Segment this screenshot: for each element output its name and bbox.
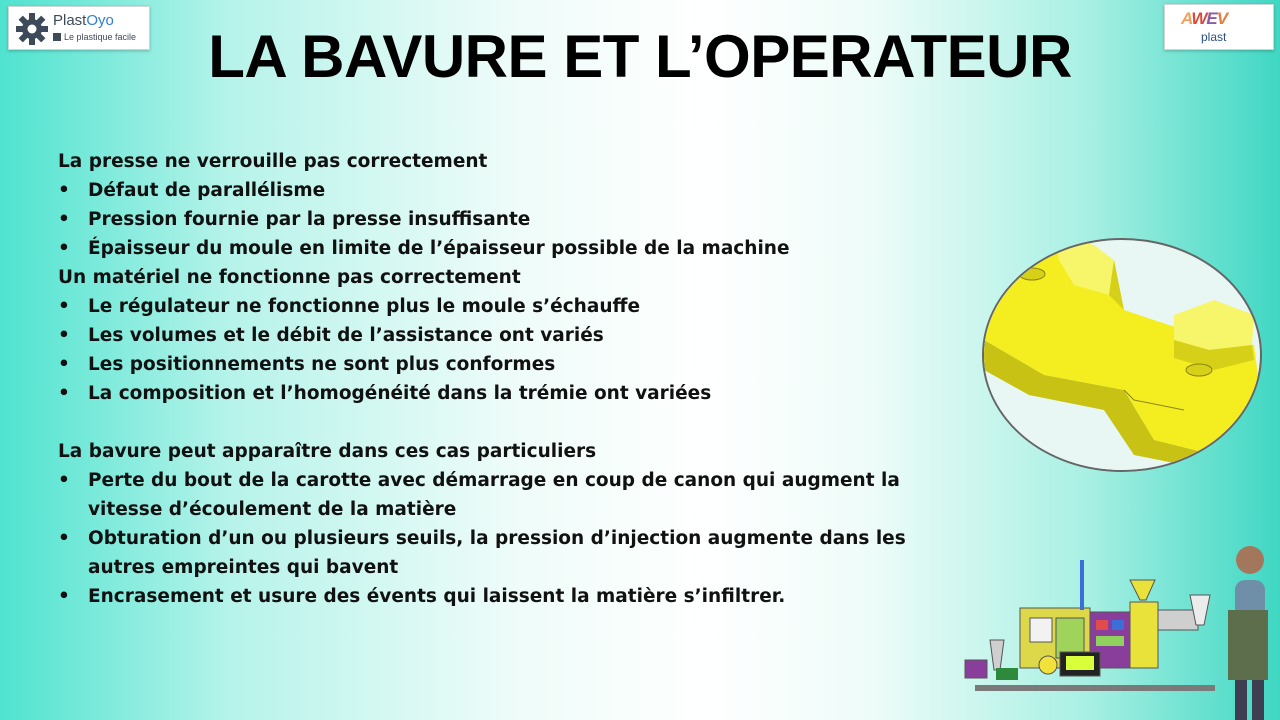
list-item: • La composition et l’homogénéité dans la trémie ont variées <box>58 379 958 408</box>
list-item: • Pression fournie par la presse insuffisante <box>58 205 958 234</box>
mold-part-icon <box>984 240 1260 470</box>
plastoyo-tagline: Le plastique facile <box>53 32 136 42</box>
mold-part-zoom-illustration <box>982 238 1262 472</box>
section-heading-special-cases: La bavure peut apparaître dans ces cas particuliers <box>58 441 597 462</box>
list-item: • Les volumes et le débit de l’assistance ont variés <box>58 321 958 350</box>
injection-machine-illustration <box>960 540 1275 720</box>
spacer <box>58 408 958 437</box>
list-item: • Le régulateur ne fonctionne plus le moule s’échauffe <box>58 292 958 321</box>
awev-sub: plast <box>1201 30 1227 44</box>
slide-body <box>58 147 958 611</box>
list-item: • Défaut de parallélisme <box>58 176 958 205</box>
list-item: • Obturation d’un ou plusieurs seuils, la pression d’injection augmente dans les autres empreintes qui bavent <box>58 524 948 582</box>
page-title: LA BAVURE ET L’OPERATEUR <box>208 23 1072 90</box>
plastoyo-brand: PlastOyo <box>53 12 114 29</box>
list-item: • Perte du bout de la carotte avec démarrage en coup de canon qui augment la vitesse d’écoulement de la matière <box>58 466 948 524</box>
list-item: • Épaisseur du moule en limite de l’épaisseur possible de la machine <box>58 234 958 263</box>
section-heading-press: La presse ne verrouille pas correctement <box>58 151 488 172</box>
awev-mark: AWEV <box>1181 9 1228 28</box>
section-heading-equipment: Un matériel ne fonctionne pas correctement <box>58 267 521 288</box>
list-item: • Encrasement et usure des évents qui laissent la matière s’infiltrer. <box>58 582 958 611</box>
list-item: • Les positionnements ne sont plus conformes <box>58 350 958 379</box>
